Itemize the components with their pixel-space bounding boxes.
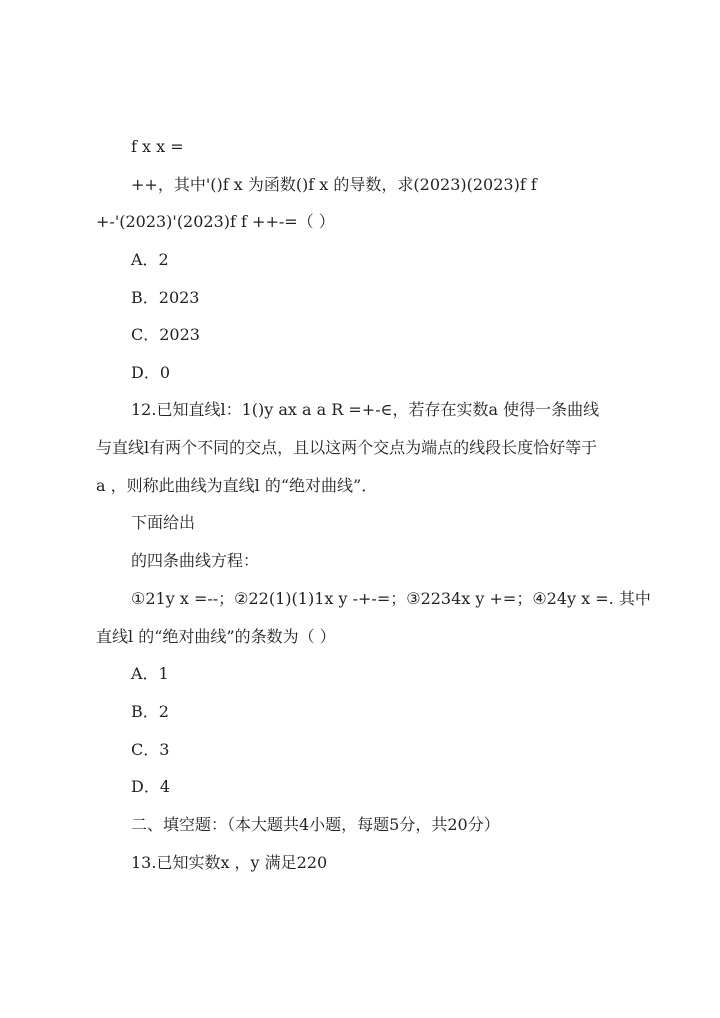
q12-option-c: C．3: [131, 740, 170, 759]
q11-text-line-1: ++，其中'()f x 为函数()f x 的导数，求(2023)(2023)f f: [131, 175, 537, 194]
q12-text-line-7: 直线l 的“绝对曲线”的条数为（ ）: [96, 627, 336, 646]
q11-text-line-2: +-'(2023)'(2023)f f ++-=（ ）: [96, 212, 335, 231]
q11-option-d: D．0: [131, 363, 171, 382]
q11-option-a: A．2: [131, 250, 169, 269]
section-heading-fill-in: 二、填空题：（本大题共4小题，每题5分，共20分）: [131, 815, 500, 834]
q13-text-line-1: 13.已知实数x ，y 满足220: [131, 853, 328, 872]
q12-text-line-3: a ，则称此曲线为直线l 的“绝对曲线”．: [96, 476, 378, 495]
q12-option-b: B．2: [131, 702, 169, 721]
q11-option-b: B．2023: [131, 288, 200, 307]
q12-text-line-2: 与直线l有两个不同的交点，且以这两个交点为端点的线段长度恰好等于: [96, 438, 598, 457]
q12-option-a: A．1: [131, 664, 169, 683]
q12-text-line-5: 的四条曲线方程：: [131, 551, 260, 570]
q11-option-c: C．2023: [131, 325, 200, 344]
q12-text-line-4: 下面给出: [131, 513, 196, 532]
q11-formula-line: f x x =: [131, 137, 184, 156]
q12-option-d: D．4: [131, 777, 171, 796]
q12-text-line-1: 12.已知直线l：1()y ax a a R =+-∈，若存在实数a 使得一条曲线: [131, 400, 600, 419]
q12-text-line-6: ①21y x =--；②22(1)(1)1x y -+-=；③2234x y +=；④24y x =. 其中: [131, 589, 651, 608]
